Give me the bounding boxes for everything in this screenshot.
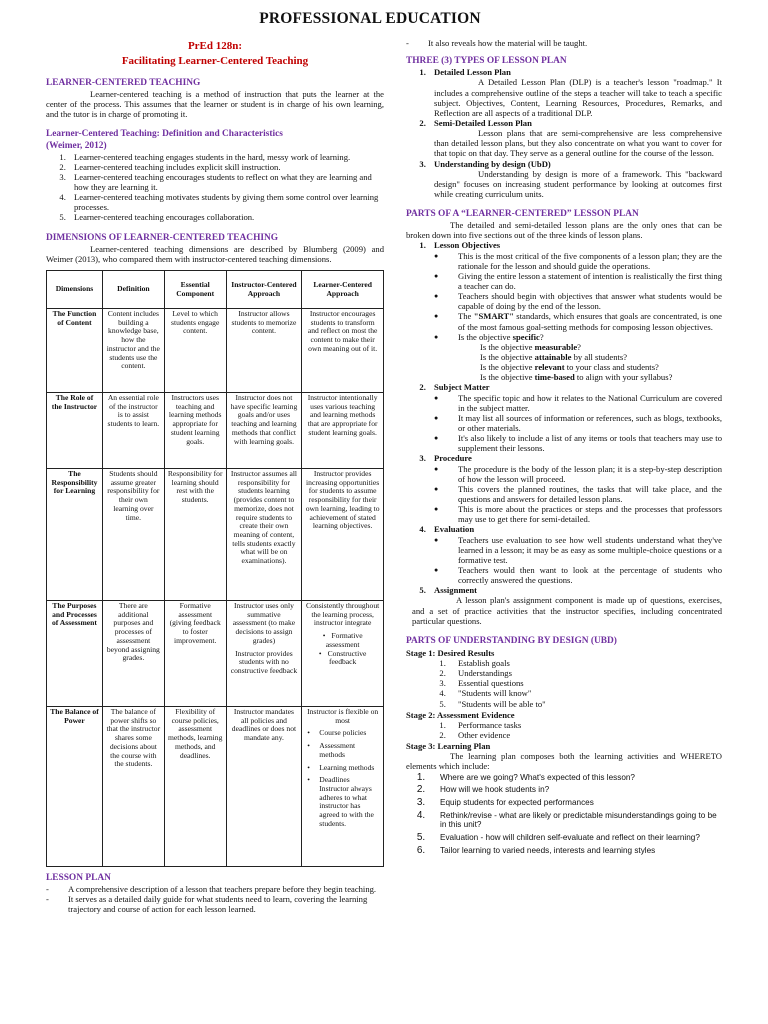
definition-list [68, 152, 384, 223]
objective-question [434, 342, 722, 352]
question-suffix: to align with your syllabus? [574, 372, 673, 383]
objective-question [434, 372, 722, 382]
list-item: ● This is more about the practices or steps and the processes that professors may use to get there for semi-detailed. [434, 504, 722, 524]
list-item: ● Teachers would then want to look at the percentage of students who correctly answered the questions. [434, 565, 722, 585]
list-item [428, 524, 722, 585]
type-title: 3. Understanding by design (UbD) [434, 158, 551, 169]
list-item [434, 332, 722, 342]
list-item [428, 240, 722, 382]
question-keyword: attainable [534, 351, 572, 362]
definition-heading-line1: Learner-Centered Teaching: Definition and Characteristics [46, 129, 283, 140]
table-cell: The Purposes and Processes of Assessment [47, 601, 103, 707]
parts-list [412, 240, 722, 626]
cell-text: Instructor is flexible on most [307, 707, 379, 725]
question-mark: ? [577, 341, 581, 352]
table-cell [226, 601, 302, 707]
table-header-cell: Essential Component [164, 271, 226, 309]
table-header-cell: Definition [102, 271, 164, 309]
bullet-list [434, 393, 722, 454]
page-title: PROFESSIONAL EDUCATION [259, 10, 481, 27]
list-item: 5. Learner-centered teaching encourages collaboration. [68, 212, 384, 222]
list-item [428, 67, 722, 118]
table-cell: Responsibility for learning should rest with the students. [164, 469, 226, 601]
table-header-cell: Learner-Centered Approach [302, 271, 384, 309]
dimensions-heading: DIMENSIONS OF LEARNER-CENTERED TEACHING [46, 232, 279, 243]
parts-heading: PARTS OF A “LEARNER-CENTERED” LESSON PLAN [406, 209, 639, 220]
part-title: 3. Procedure [434, 453, 472, 464]
smart-pre: The [458, 311, 474, 322]
table-row [47, 393, 384, 469]
table-cell: Instructors uses teaching and learning methods appropriate for student learning goals. [164, 393, 226, 469]
cell-text: Instructor uses only summative assessment (to make decisions to assign grades) [232, 601, 296, 645]
lesson-plan-heading: LESSON PLAN [46, 873, 111, 883]
question-prefix: Is the objective [480, 351, 535, 362]
bullet-list [434, 535, 722, 586]
list-item: ● The specific topic and how it relates to the National Curriculum are covered in the subject matter. [434, 393, 722, 413]
stage-list [448, 720, 722, 740]
type-title: 1. Detailed Lesson Plan [434, 67, 511, 78]
type-title: 2. Semi-Detailed Lesson Plan [434, 117, 532, 128]
dimensions-table [46, 270, 384, 867]
table-cell: Instructor does not have specific learning goals and/or uses teaching and learning methods that conflict with learning goals. [226, 393, 302, 469]
types-list [428, 67, 722, 199]
table-cell: Instructor assumes all responsibility for students learning (provides content to memorize, does not require students to create their own meaning of content, tells students exactly what will be on examinations). [226, 469, 302, 601]
list-item: • Learning methods [305, 764, 380, 773]
parts-intro: The detailed and semi-detailed lesson plans are the only ones that can be broken down into five sections out of the three kinds of lesson plans. [406, 220, 722, 241]
table-row [47, 707, 384, 867]
list-item: 5. Evaluation - how will children self-evaluate and reflect on their learning? [428, 832, 722, 843]
definition-heading-line2: (Weimer, 2012) [46, 140, 107, 151]
part-title: 2. Subject Matter [434, 382, 490, 393]
assignment-body: A lesson plan's assignment component is made up of questions, exercises, and a set of practice activities that the instructor specifies, including concentrated particular questions. [412, 595, 722, 626]
table-cell: Students should assume greater responsibility for their own learning over time. [102, 469, 164, 601]
stage-list [448, 658, 722, 709]
lct-body: Learner-centered teaching is a method of instruction that puts the learner at the center of the process. This assumes that the learner or student is in charge of his own learning, and the tutor is in charge of promoting it. [46, 89, 384, 120]
whereto-list [428, 772, 722, 856]
list-item: 1. Establish goals [448, 658, 722, 668]
question-keyword: time-based [534, 372, 575, 383]
list-item: • Course policies [305, 729, 380, 738]
list-item [412, 585, 722, 626]
list-item: 4. "Students will know" [448, 688, 722, 698]
list-item: 1. Where are we going? What's expected of this lesson? [428, 772, 722, 783]
question-prefix: Is the objective [480, 372, 535, 383]
objective-question [434, 352, 722, 362]
lesson-plan-list [46, 884, 384, 914]
list-item: 4. Learner-centered teaching motivates students by giving them some control over learning processes. [68, 192, 384, 212]
list-item: ● This covers the planned routines, the tasks that will take place, and the questions and answers for detailed lesson plans. [434, 484, 722, 504]
table-cell: There are additional purposes and processes of assessment beyond assigning grades. [102, 601, 164, 707]
lct-heading: LEARNER-CENTERED TEACHING [46, 77, 201, 88]
question-keyword: relevant [534, 362, 565, 373]
table-cell: Instructor intentionally uses various teaching and learning methods that are appropriate for student learning goals. [302, 393, 384, 469]
part-title: 4. Evaluation [434, 524, 475, 535]
question-prefix: Is the objective [480, 362, 535, 373]
list-item: - A comprehensive description of a lesson that teachers prepare before they begin teaching. [46, 884, 384, 894]
list-item [428, 453, 722, 524]
list-item [428, 118, 722, 159]
list-item: 2. Understandings [448, 668, 722, 678]
list-item: 4. Rethink/revise - what are likely or predictable misunderstandings going to be in this unit? [428, 810, 722, 830]
cell-text: Instructor provides students with no constructive feedback [230, 648, 298, 676]
part-title: 5. Assignment [434, 585, 477, 596]
table-row [47, 309, 384, 393]
stage-title: Stage 3: Learning Plan [406, 741, 491, 752]
list-item: 3. Learner-centered teaching encourages students to reflect on what they are learning and how they are learning it. [68, 172, 384, 192]
list-item: 2. Other evidence [448, 730, 722, 740]
stage-title: Stage 2: Assessment Evidence [406, 709, 515, 720]
list-item: 5. "Students will be able to" [448, 699, 722, 709]
question-keyword: measurable [534, 341, 578, 352]
table-cell: Flexibility of course policies, assessment methods, learning methods, and deadlines. [164, 707, 226, 867]
bullet-list [434, 464, 722, 525]
list-item: 1. Performance tasks [448, 720, 722, 730]
table-cell: Instructor mandates all policies and deadlines or does not mandate any. [226, 707, 302, 867]
table-header-row [47, 271, 384, 309]
part-title: 1. Lesson Objectives [434, 240, 501, 251]
table-row [47, 601, 384, 707]
list-item: • Constructive feedback [305, 650, 380, 667]
list-item: • Deadlines Instructor always adheres to what instructor has agreed to with the students. [305, 776, 380, 828]
stage-title: Stage 1: Desired Results [406, 647, 495, 658]
types-heading: THREE (3) TYPES OF LESSON PLAN [406, 56, 567, 67]
table-cell: Level to which students engage content. [164, 309, 226, 393]
question-suffix: to your class and students? [564, 362, 659, 373]
smart-word: "SMART" [473, 311, 514, 322]
ubd-heading: PARTS OF UNDERSTANDING BY DESIGN (UBD) [406, 635, 617, 646]
list-item [434, 311, 722, 331]
type-body: Lesson plans that are semi-comprehensive are less comprehensive than detailed lesson plans, but they also concentrate on what you want to cover for that topic on that day. They serve as a general outline for the course of the lesson. [434, 128, 722, 159]
list-item: 2. How will we hook students in? [428, 784, 722, 795]
list-item: ● This is the most critical of the five components of a lesson plan; they are the rationale for the lesson and should guide the operations. [434, 251, 722, 271]
question-mark: ? [539, 331, 544, 342]
table-cell: The Balance of Power [47, 707, 103, 867]
smart-post: standards, which ensures that goals are concentrated, is one of the most famous goal-setting methods for composing lesson objectives. [458, 311, 722, 332]
table-cell [302, 707, 384, 867]
cell-text: Consistently throughout the learning process, instructor integrate [306, 601, 380, 628]
list-item: ● Giving the entire lesson a statement of intention is realistically the first thing a teacher can do. [434, 271, 722, 291]
list-item: ● Teachers use evaluation to see how well students understand what they've learned in a lesson; it may be as easy as some multiple-choice questions or a formative test. [434, 535, 722, 565]
list-item: - It also reveals how the material will be taught. [406, 38, 722, 48]
type-body: Understanding by design is more of a framework. This "backward design" focuses on increasing student performance by looking at outcomes first while creating curriculum units. [434, 168, 722, 199]
table-cell: Instructor allows students to memorize content. [226, 309, 302, 393]
type-body: A Detailed Lesson Plan (DLP) is a teacher's lesson "roadmap." It includes a comprehensive outline of the steps a teacher will take to teach a specific subject. Objectives, Content, Learning Resources, Procedures, Remarks, and Reflection are all aspects of a traditional DLP. [434, 77, 722, 118]
list-item: 2. Learner-centered teaching includes explicit skill instruction. [68, 162, 384, 172]
list-item [428, 382, 722, 453]
question-keyword: specific [512, 331, 540, 342]
table-cell: The Function of Content [47, 309, 103, 393]
list-item: ● It may list all sources of information or references, such as blogs, textbooks, or other materials. [434, 413, 722, 433]
question-suffix: by all students? [571, 351, 628, 362]
table-cell: Content includes building a knowledge base, how the instructor and the students use the content. [102, 309, 164, 393]
list-item: • Assessment methods [305, 742, 380, 759]
table-cell: The Responsibility for Learning [47, 469, 103, 601]
table-cell: The Role of the Instructor [47, 393, 103, 469]
list-item: ● The procedure is the body of the lesson plan; it is a step-by-step description of how the lesson will proceed. [434, 464, 722, 484]
table-cell [302, 601, 384, 707]
table-cell: The balance of power shifts so that the instructor shares some decisions about the course with the students. [102, 707, 164, 867]
question-prefix: Is the objective [480, 341, 535, 352]
list-item: 3. Essential questions [448, 678, 722, 688]
list-item: • Formative assessment [305, 632, 380, 649]
bullet-list [434, 251, 722, 342]
list-item [428, 159, 722, 200]
table-row [47, 469, 384, 601]
course-code: PrEd 128n: [187, 40, 243, 52]
table-header-cell: Dimensions [47, 271, 103, 309]
question-prefix: Is the objective [458, 331, 513, 342]
table-header-cell: Instructor-Centered Approach [226, 271, 302, 309]
list-item: - It serves as a detailed daily guide for what students need to learn, covering the learning trajectory and course of action for each lesson learned. [46, 894, 384, 914]
cell-list [305, 632, 380, 667]
intro-dash-list [406, 38, 722, 48]
stage3-intro: The learning plan composes both the learning activities and WHERETO elements which include: [406, 751, 722, 772]
list-item: 3. Equip students for expected performances [428, 797, 722, 808]
cell-list [305, 729, 380, 828]
table-cell: An essential role of the instructor is to assist students to learn. [102, 393, 164, 469]
dimensions-body: Learner-centered teaching dimensions are described by Blumberg (2009) and Weimer (2013), who compared them with instructor-centered teaching dimensions. [46, 243, 384, 264]
list-item: 1. Learner-centered teaching engages students in the hard, messy work of learning. [68, 152, 384, 162]
list-item: ● Teachers should begin with objectives that answer what students would be capable of doing by the end of the lesson. [434, 291, 722, 311]
table-cell: Instructor encourages students to transform and reflect on most the content to make their own meaning out of it. [302, 309, 384, 393]
list-item: ● It's also likely to include a list of any items or tools that teachers may use to supplement their lessons. [434, 433, 722, 453]
left-column [46, 36, 384, 915]
objective-question [434, 362, 722, 372]
table-cell: Formative assessment (giving feedback to foster improvement. [164, 601, 226, 707]
definition-heading [46, 129, 384, 151]
right-column [406, 38, 722, 857]
table-cell: Instructor provides increasing opportunities for students to assume responsibility for their own learning, leading to achievement of stated learning objectives. [302, 469, 384, 601]
course-title: Facilitating Learner-Centered Teaching [121, 54, 309, 67]
list-item: 6. Tailor learning to varied needs, interests and learning styles [428, 845, 722, 856]
